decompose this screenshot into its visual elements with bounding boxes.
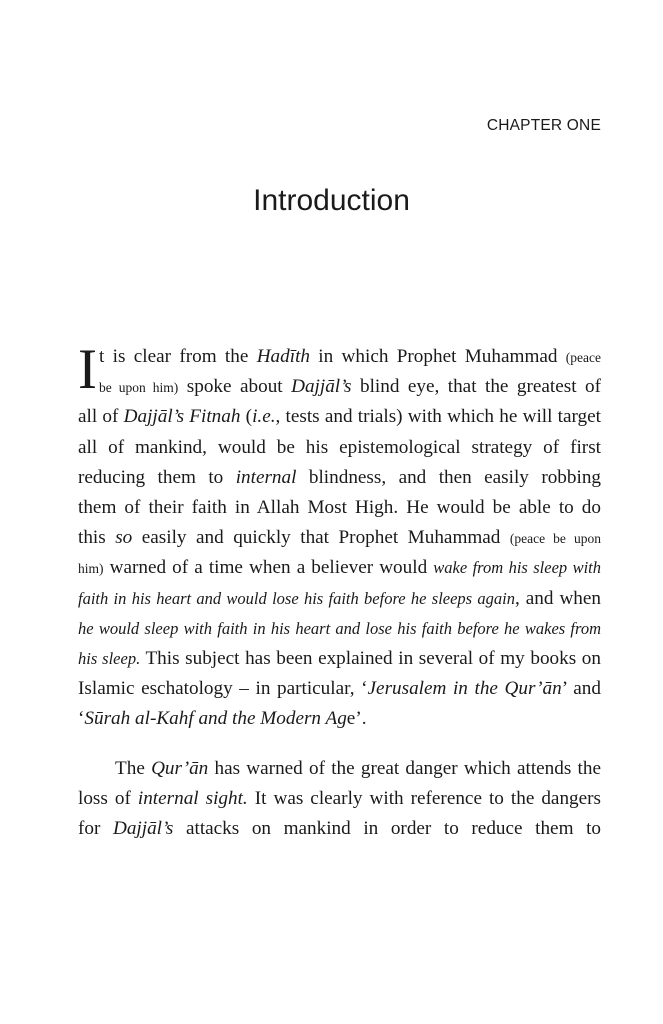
text-line: him) warned of a time when a believer would wake from his sleep with (78, 557, 602, 579)
chapter-label: CHAPTER ONE (486, 117, 601, 134)
text-line: be upon him) spoke about Dajjāl’s blind eye, that the greatest of (98, 376, 601, 398)
text-line: The Qur’ān has warned of the great danger which attends the (115, 758, 601, 779)
text-line: loss of internal sight. It was clearly with reference to the dangers (78, 788, 602, 810)
text-line: It is clear from the Hadīth in which Prophet Muhammad (peace (78, 338, 602, 401)
text-line: ‘Sūrah al-Kahf and the Modern Age’. (78, 708, 367, 730)
text-line: Islamic eschatology – in particular, ‘Jerusalem in the Qur’ān’ and (78, 678, 601, 700)
text-line: all of Dajjāl’s Fitnah (i.e., tests and trials) with which he will target (78, 406, 601, 428)
text-line: reducing them to internal blindness, and then easily robbing (78, 466, 602, 488)
text-line: faith in his heart and would lose his faith before he sleeps again, and when (78, 587, 602, 609)
text-line: all of mankind, would be his epistemological strategy of first (78, 436, 601, 458)
page-title: Introduction (253, 184, 410, 217)
text-line: his sleep. This subject has been explained in several of my books on (78, 647, 601, 669)
paragraph-1 (78, 338, 602, 734)
text-line: this so easily and quickly that Prophet Muhammad (peace be upon (78, 527, 601, 549)
text-line: he would sleep with faith in his heart and lose his faith before he wakes from (78, 618, 601, 638)
paragraph-2 (78, 754, 601, 845)
drop-cap: I (78, 338, 97, 401)
text-line: for Dajjāl’s attacks on mankind in order to reduce them to (78, 818, 602, 840)
text-line: them of their faith in Allah Most High. He would be able to do (78, 496, 601, 518)
